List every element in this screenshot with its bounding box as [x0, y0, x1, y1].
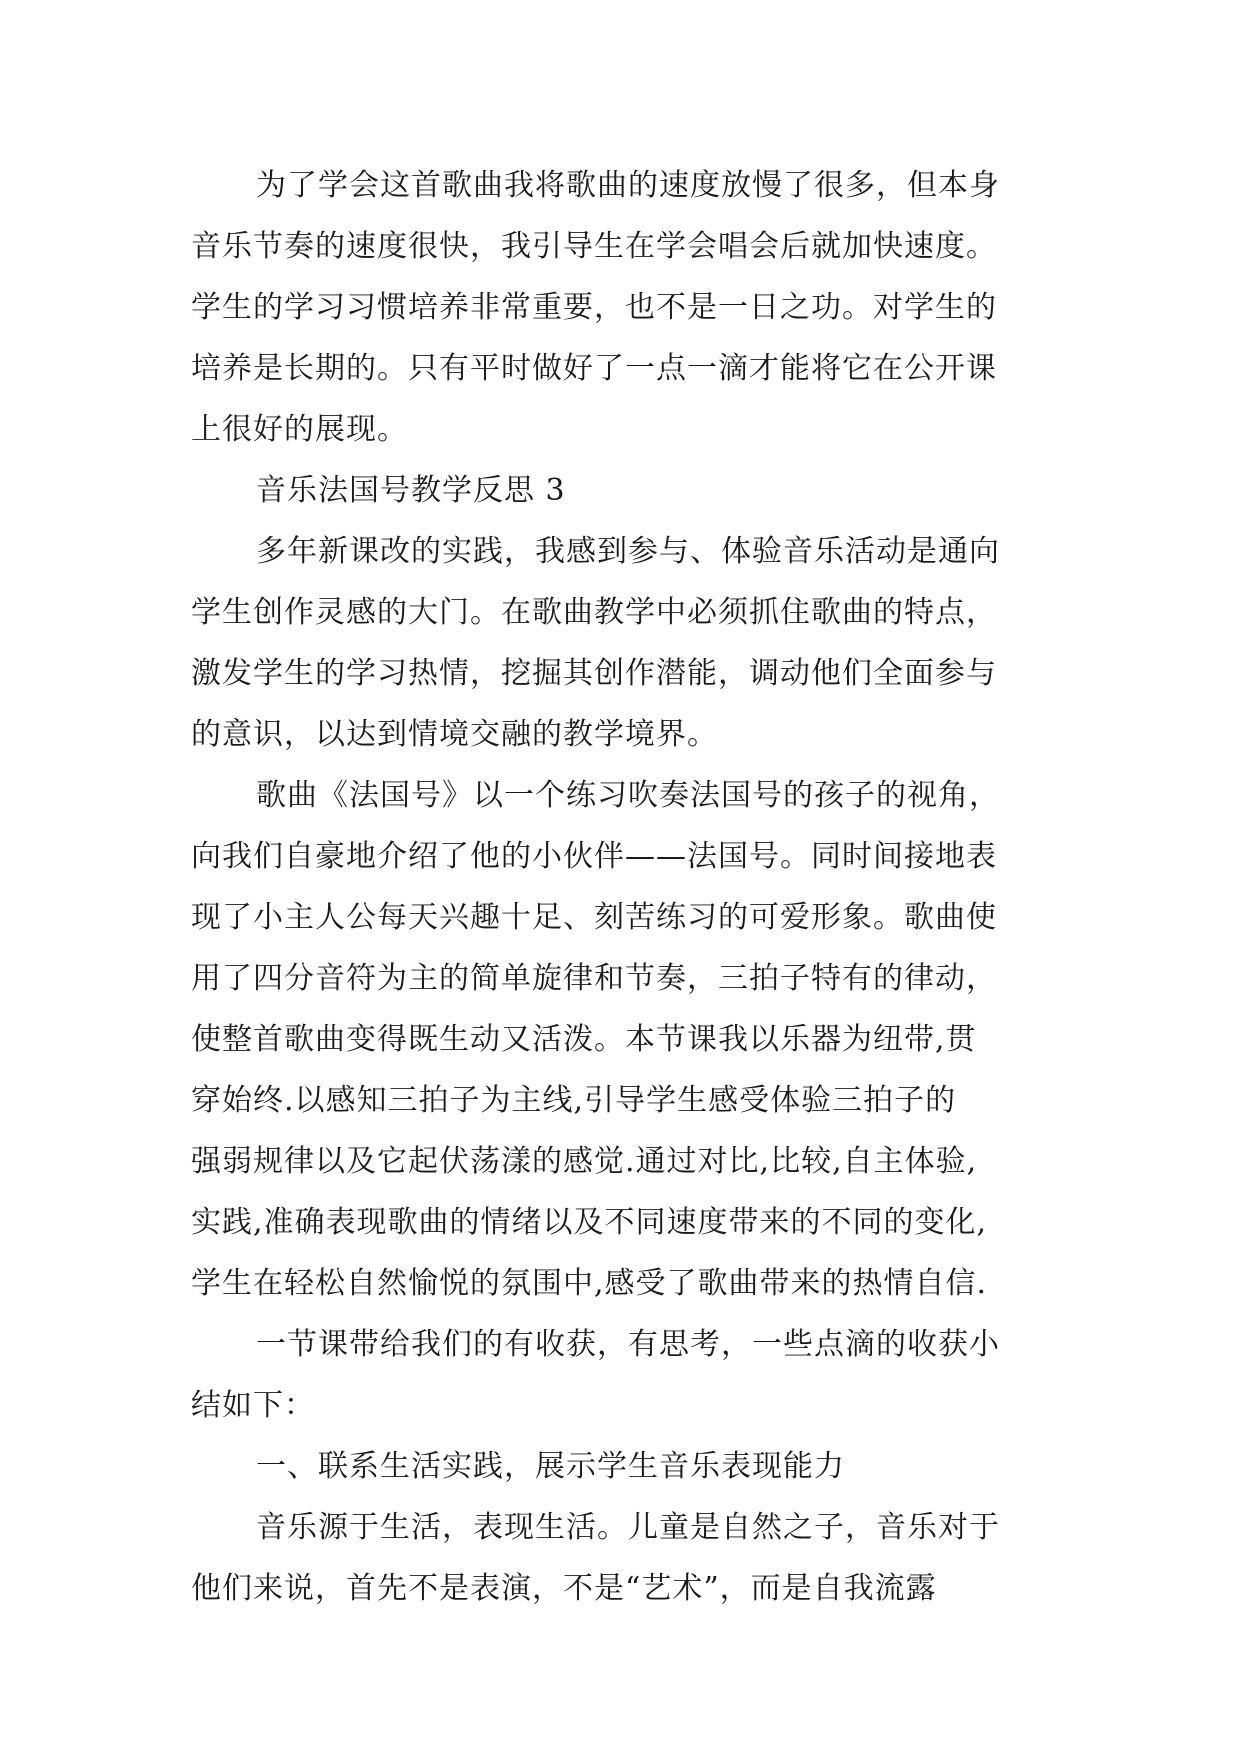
subsection-heading: 一、联系生活实践，展示学生音乐表现能力 [256, 1449, 845, 1484]
paragraph-line: 强弱规律以及它起伏荡漾的感觉.通过对比,比较,自主体验, [191, 1144, 978, 1179]
paragraph-line: 结如下： [191, 1388, 315, 1423]
section-heading: 音乐法国号教学反思 3 [256, 473, 566, 508]
paragraph-line: 为了学会这首歌曲我将歌曲的速度放慢了很多，但本身 [256, 168, 1000, 203]
document-body [191, 155, 1051, 1619]
paragraph-line: 学生创作灵感的大门。在歌曲教学中必须抓住歌曲的特点， [191, 595, 997, 630]
paragraph-line: 多年新课改的实践，我感到参与、体验音乐活动是通向 [256, 534, 1000, 569]
paragraph-line: 歌曲《法国号》以一个练习吹奏法国号的孩子的视角， [256, 778, 1000, 813]
paragraph-line: 音乐源于生活，表现生活。儿童是自然之子，音乐对于 [256, 1510, 1000, 1545]
paragraph-line: 实践,准确表现歌曲的情绪以及不同速度带来的不同的变化, [191, 1205, 988, 1240]
paragraph-line: 培养是长期的。只有平时做好了一点一滴才能将它在公开课 [191, 351, 997, 386]
paragraph-line: 音乐节奏的速度很快，我引导生在学会唱会后就加快速度。 [191, 229, 997, 264]
paragraph-line: 使整首歌曲变得既生动又活泼。本节课我以乐器为纽带,贯 [191, 1022, 977, 1057]
paragraph-line: 学生的学习习惯培养非常重要，也不是一日之功。对学生的 [191, 290, 997, 325]
paragraph-line: 激发学生的学习热情，挖掘其创作潜能，调动他们全面参与 [191, 656, 997, 691]
paragraph-line: 他们来说，首先不是表演，不是“艺术”，而是自我流露 [191, 1571, 937, 1606]
paragraph-line: 用了四分音符为主的简单旋律和节奏，三拍子特有的律动， [191, 961, 997, 996]
paragraph-line: 向我们自豪地介绍了他的小伙伴——法国号。同时间接地表 [191, 839, 997, 874]
paragraph-line: 穿始终.以感知三拍子为主线,引导学生感受体验三拍子的 [191, 1083, 957, 1118]
paragraph-line: 上很好的展现。 [191, 412, 408, 447]
paragraph-line: 一节课带给我们的有收获，有思考，一些点滴的收获小 [256, 1327, 1000, 1362]
paragraph-line: 的意识，以达到情境交融的教学境界。 [191, 717, 718, 752]
paragraph-line: 学生在轻松自然愉悦的氛围中,感受了歌曲带来的热情自信. [191, 1266, 988, 1301]
paragraph-line: 现了小主人公每天兴趣十足、刻苦练习的可爱形象。歌曲使 [191, 900, 997, 935]
